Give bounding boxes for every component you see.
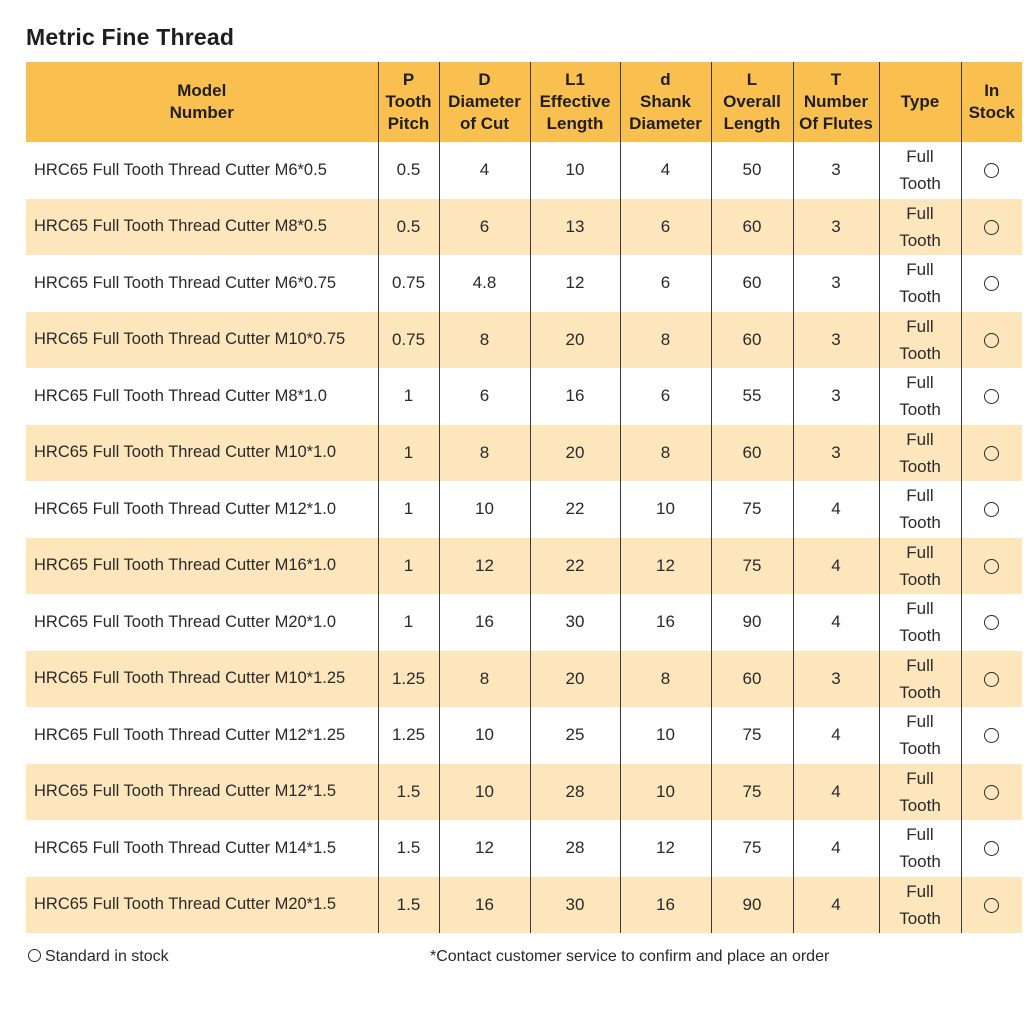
- type-cell: [879, 425, 961, 482]
- diameter-of-cut-cell: 12: [439, 538, 530, 595]
- column-header-line: Tooth: [385, 92, 432, 111]
- shank-diameter-cell: 6: [620, 199, 711, 256]
- table-row: [26, 368, 1022, 425]
- number-of-flutes-cell: 4: [793, 594, 879, 651]
- model-number-cell: HRC65 Full Tooth Thread Cutter M10*1.0: [26, 425, 378, 482]
- overall-length-cell: 60: [711, 425, 793, 482]
- circle-outline-icon: [984, 163, 999, 178]
- number-of-flutes-cell: 4: [793, 538, 879, 595]
- page-title: Metric Fine Thread: [26, 24, 235, 50]
- diameter-of-cut-cell: 6: [439, 368, 530, 425]
- type-cell: [879, 594, 961, 651]
- type-line: Full: [906, 712, 934, 732]
- column-header-line: Length: [723, 114, 781, 133]
- circle-outline-icon: [984, 672, 999, 687]
- table-row: [26, 481, 1022, 538]
- effective-length-cell: 20: [530, 651, 620, 708]
- tooth-pitch-cell: 1: [378, 538, 439, 595]
- type-line: Full: [906, 147, 934, 167]
- order-note: *Contact customer service to confirm and place an order: [430, 948, 830, 965]
- diameter-of-cut-cell: 16: [439, 877, 530, 934]
- shank-diameter-cell: 10: [620, 481, 711, 538]
- effective-length-cell: 28: [530, 820, 620, 877]
- model-number-cell: HRC65 Full Tooth Thread Cutter M6*0.75: [34, 273, 337, 292]
- in-stock-cell: [961, 764, 1022, 821]
- type-line: Tooth: [899, 287, 941, 307]
- type-cell: [879, 538, 961, 595]
- effective-length-cell: 22: [530, 481, 620, 538]
- column-header-line: Type: [900, 92, 940, 111]
- in-stock-cell: [961, 255, 1022, 312]
- shank-diameter-cell: 12: [620, 538, 711, 595]
- type-line: Tooth: [899, 456, 941, 476]
- effective-length-cell: 20: [530, 312, 620, 369]
- type-line: Tooth: [899, 400, 941, 420]
- diameter-of-cut-cell: 4: [439, 142, 530, 199]
- column-header-diameter-of-cut: [439, 62, 530, 142]
- type-cell: [879, 651, 961, 708]
- column-header-line: L: [746, 70, 758, 89]
- type-line: Tooth: [899, 682, 941, 702]
- column-header-line: Effective: [539, 92, 611, 111]
- type-line: Tooth: [899, 739, 941, 759]
- tooth-pitch-cell: 1.25: [378, 707, 439, 764]
- tooth-pitch-cell: 1: [378, 425, 439, 482]
- tooth-pitch-cell: 1.5: [378, 820, 439, 877]
- overall-length-cell: 90: [711, 877, 793, 934]
- type-line: Tooth: [899, 795, 941, 815]
- type-line: Full: [906, 203, 934, 223]
- circle-outline-icon: [984, 615, 999, 630]
- shank-diameter-cell: 16: [620, 594, 711, 651]
- table-row: [26, 707, 1022, 764]
- effective-length-cell: 16: [530, 368, 620, 425]
- table-body: [26, 142, 1022, 933]
- overall-length-cell: 60: [711, 651, 793, 708]
- column-header-in-stock: [961, 62, 1022, 142]
- circle-outline-icon: [984, 898, 999, 913]
- type-line: Full: [906, 429, 934, 449]
- type-line: Full: [906, 316, 934, 336]
- tooth-pitch-cell: 1: [378, 594, 439, 651]
- effective-length-cell: 30: [530, 594, 620, 651]
- shank-diameter-cell: 8: [620, 312, 711, 369]
- effective-length-cell: 28: [530, 764, 620, 821]
- number-of-flutes-cell: 4: [793, 820, 879, 877]
- model-number-cell: HRC65 Full Tooth Thread Cutter M10*1.25: [26, 651, 378, 708]
- column-header-line: Of Flutes: [799, 114, 873, 133]
- overall-length-cell: 75: [711, 820, 793, 877]
- effective-length-cell: 30: [530, 877, 620, 934]
- model-number-cell: HRC65 Full Tooth Thread Cutter M14*1.5: [34, 838, 337, 857]
- model-number-cell: HRC65 Full Tooth Thread Cutter M8*1.0: [34, 386, 327, 405]
- in-stock-cell: [961, 651, 1022, 708]
- circle-outline-icon: [984, 446, 999, 461]
- effective-length-cell: 25: [530, 707, 620, 764]
- column-header-line: Pitch: [387, 114, 430, 133]
- column-header-line: of Cut: [459, 114, 510, 133]
- column-header-type: [879, 62, 961, 142]
- number-of-flutes-cell: 3: [793, 651, 879, 708]
- column-header-line: Overall: [723, 92, 781, 111]
- overall-length-cell: 75: [711, 538, 793, 595]
- table-row: [26, 199, 1022, 256]
- diameter-of-cut-cell: 8: [439, 651, 530, 708]
- in-stock-cell: [961, 481, 1022, 538]
- number-of-flutes-cell: 3: [793, 255, 879, 312]
- column-header-line: D: [478, 70, 491, 89]
- type-line: Full: [906, 599, 934, 619]
- diameter-of-cut-cell: 10: [439, 764, 530, 821]
- effective-length-cell: 22: [530, 538, 620, 595]
- diameter-of-cut-cell: 8: [439, 425, 530, 482]
- type-cell: [879, 707, 961, 764]
- table-row: [26, 820, 1022, 877]
- column-header-line: In: [984, 81, 1000, 100]
- column-header-line: Shank: [639, 92, 692, 111]
- overall-length-cell: 60: [711, 199, 793, 256]
- type-cell: [879, 255, 961, 312]
- shank-diameter-cell: 8: [620, 651, 711, 708]
- overall-length-cell: 75: [711, 764, 793, 821]
- tooth-pitch-cell: 0.75: [378, 255, 439, 312]
- circle-outline-icon: [984, 559, 999, 574]
- table-row: [26, 877, 1022, 934]
- in-stock-cell: [961, 199, 1022, 256]
- circle-outline-icon: [984, 276, 999, 291]
- circle-outline-icon: [984, 389, 999, 404]
- circle-outline-icon: [984, 220, 999, 235]
- column-header-number-of-flutes: [793, 62, 879, 142]
- type-line: Full: [906, 825, 934, 845]
- model-number-cell: HRC65 Full Tooth Thread Cutter M8*0.5: [26, 199, 378, 256]
- type-line: Full: [906, 768, 934, 788]
- column-header-line: P: [402, 70, 415, 89]
- column-header-line: Number: [169, 103, 234, 122]
- type-cell: [879, 877, 961, 934]
- number-of-flutes-cell: 3: [793, 368, 879, 425]
- tooth-pitch-cell: 0.5: [378, 199, 439, 256]
- diameter-of-cut-cell: 10: [439, 707, 530, 764]
- tooth-pitch-cell: 1.5: [378, 877, 439, 934]
- table-row: [26, 594, 1022, 651]
- overall-length-cell: 55: [711, 368, 793, 425]
- type-line: Full: [906, 542, 934, 562]
- in-stock-cell: [961, 707, 1022, 764]
- model-number-cell: HRC65 Full Tooth Thread Cutter M20*1.5: [26, 877, 378, 934]
- number-of-flutes-cell: 4: [793, 707, 879, 764]
- diameter-of-cut-cell: 8: [439, 312, 530, 369]
- tooth-pitch-cell: 1.25: [378, 651, 439, 708]
- number-of-flutes-cell: 4: [793, 764, 879, 821]
- model-number-cell: HRC65 Full Tooth Thread Cutter M6*0.5: [34, 160, 327, 179]
- column-header-line: Stock: [968, 103, 1015, 122]
- in-stock-cell: [961, 594, 1022, 651]
- effective-length-cell: 12: [530, 255, 620, 312]
- diameter-of-cut-cell: 12: [439, 820, 530, 877]
- table-row: [26, 425, 1022, 482]
- overall-length-cell: 60: [711, 312, 793, 369]
- table-header-row: [26, 62, 1022, 142]
- table-row: [26, 255, 1022, 312]
- type-line: Tooth: [899, 908, 941, 928]
- model-number-cell: HRC65 Full Tooth Thread Cutter M12*1.25: [34, 725, 346, 744]
- type-cell: [879, 142, 961, 199]
- shank-diameter-cell: 16: [620, 877, 711, 934]
- column-header-line: T: [830, 70, 842, 89]
- effective-length-cell: 10: [530, 142, 620, 199]
- tooth-pitch-cell: 0.5: [378, 142, 439, 199]
- type-cell: [879, 820, 961, 877]
- model-number-cell: HRC65 Full Tooth Thread Cutter M16*1.0: [26, 538, 378, 595]
- column-header-line: Diameter: [448, 92, 521, 111]
- table-row: [26, 651, 1022, 708]
- model-number-cell: HRC65 Full Tooth Thread Cutter M20*1.0: [34, 612, 337, 631]
- in-stock-cell: [961, 368, 1022, 425]
- column-header-line: Model: [177, 81, 227, 100]
- in-stock-cell: [961, 425, 1022, 482]
- type-line: Full: [906, 881, 934, 901]
- overall-length-cell: 60: [711, 255, 793, 312]
- shank-diameter-cell: 4: [620, 142, 711, 199]
- circle-outline-icon: [984, 841, 999, 856]
- effective-length-cell: 13: [530, 199, 620, 256]
- diameter-of-cut-cell: 16: [439, 594, 530, 651]
- circle-outline-icon: [984, 785, 999, 800]
- number-of-flutes-cell: 3: [793, 312, 879, 369]
- in-stock-cell: [961, 820, 1022, 877]
- type-line: Full: [906, 486, 934, 506]
- shank-diameter-cell: 6: [620, 368, 711, 425]
- number-of-flutes-cell: 3: [793, 142, 879, 199]
- in-stock-cell: [961, 142, 1022, 199]
- type-line: Tooth: [899, 569, 941, 589]
- column-header-effective-length: [530, 62, 620, 142]
- overall-length-cell: 50: [711, 142, 793, 199]
- type-cell: [879, 481, 961, 538]
- column-header-line: L1: [565, 70, 585, 89]
- model-number-cell: HRC65 Full Tooth Thread Cutter M12*1.0: [34, 499, 337, 518]
- table-row: [26, 142, 1022, 199]
- tooth-pitch-cell: 1: [378, 368, 439, 425]
- type-cell: [879, 312, 961, 369]
- overall-length-cell: 90: [711, 594, 793, 651]
- column-header-model-number: [26, 62, 378, 142]
- column-header-tooth-pitch: [378, 62, 439, 142]
- effective-length-cell: 20: [530, 425, 620, 482]
- tooth-pitch-cell: 1.5: [378, 764, 439, 821]
- in-stock-cell: [961, 877, 1022, 934]
- type-line: Tooth: [899, 230, 941, 250]
- column-header-line: Diameter: [629, 114, 702, 133]
- type-cell: [879, 368, 961, 425]
- diameter-of-cut-cell: 10: [439, 481, 530, 538]
- model-number-cell: HRC65 Full Tooth Thread Cutter M12*1.5: [26, 764, 378, 821]
- type-cell: [879, 764, 961, 821]
- number-of-flutes-cell: 3: [793, 425, 879, 482]
- type-line: Tooth: [899, 343, 941, 363]
- circle-outline-icon: [984, 333, 999, 348]
- in-stock-cell: [961, 312, 1022, 369]
- type-line: Full: [906, 655, 934, 675]
- tooth-pitch-cell: 0.75: [378, 312, 439, 369]
- shank-diameter-cell: 10: [620, 707, 711, 764]
- diameter-of-cut-cell: 6: [439, 199, 530, 256]
- stock-legend-text: Standard in stock: [45, 948, 169, 965]
- number-of-flutes-cell: 3: [793, 199, 879, 256]
- column-header-overall-length: [711, 62, 793, 142]
- column-header-line: Length: [546, 114, 604, 133]
- type-cell: [879, 199, 961, 256]
- circle-outline-icon: [28, 949, 41, 962]
- model-number-cell: HRC65 Full Tooth Thread Cutter M10*0.75: [26, 312, 378, 369]
- column-header-shank-diameter: [620, 62, 711, 142]
- tooth-pitch-cell: 1: [378, 481, 439, 538]
- diameter-of-cut-cell: 4.8: [439, 255, 530, 312]
- type-line: Tooth: [899, 852, 941, 872]
- circle-outline-icon: [984, 502, 999, 517]
- type-line: Tooth: [899, 626, 941, 646]
- column-header-line: d: [660, 70, 671, 89]
- shank-diameter-cell: 12: [620, 820, 711, 877]
- table-row: [26, 312, 1022, 369]
- column-header-line: Number: [803, 92, 869, 111]
- number-of-flutes-cell: 4: [793, 481, 879, 538]
- type-line: Tooth: [899, 513, 941, 533]
- in-stock-cell: [961, 538, 1022, 595]
- overall-length-cell: 75: [711, 707, 793, 764]
- shank-diameter-cell: 6: [620, 255, 711, 312]
- table-row: [26, 764, 1022, 821]
- number-of-flutes-cell: 4: [793, 877, 879, 934]
- spec-table: [26, 62, 1022, 933]
- type-line: Full: [906, 373, 934, 393]
- stock-legend: [28, 948, 169, 966]
- circle-outline-icon: [984, 728, 999, 743]
- shank-diameter-cell: 10: [620, 764, 711, 821]
- type-line: Tooth: [899, 174, 941, 194]
- table-row: [26, 538, 1022, 595]
- shank-diameter-cell: 8: [620, 425, 711, 482]
- type-line: Full: [906, 260, 934, 280]
- overall-length-cell: 75: [711, 481, 793, 538]
